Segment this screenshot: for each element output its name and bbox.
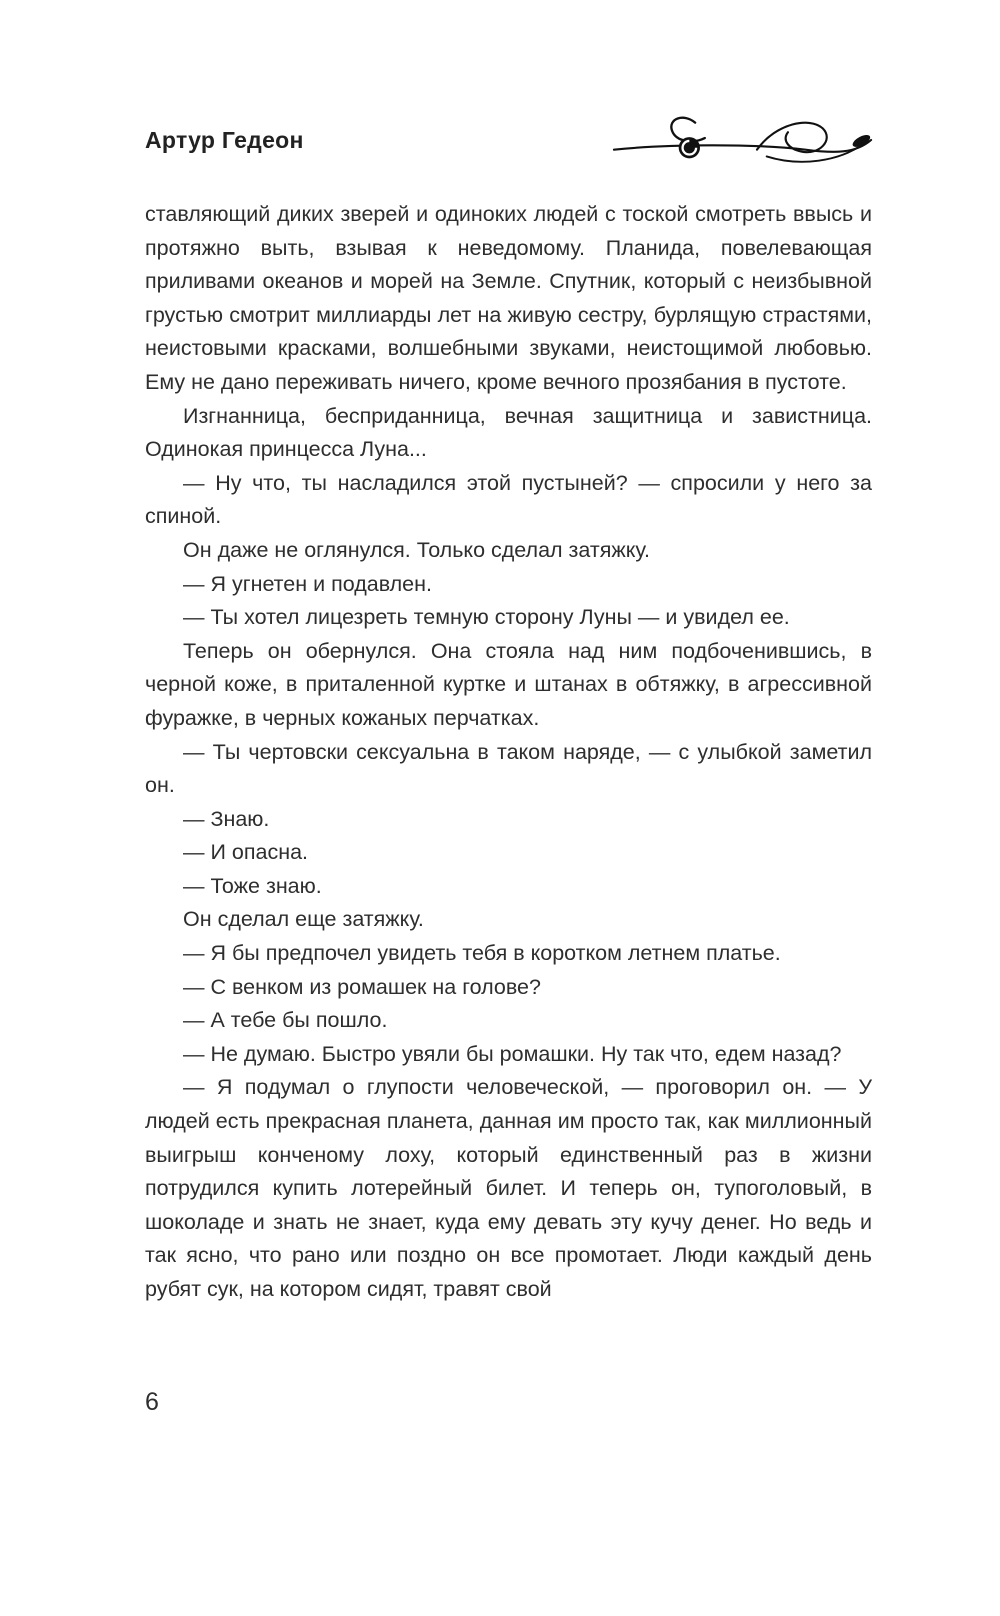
- paragraph: — Я угнетен и подавлен.: [183, 571, 432, 596]
- author-name: Артур Гедеон: [145, 126, 304, 153]
- paragraph: — А тебе бы пошло.: [183, 1008, 388, 1033]
- paragraph: — С венком из ромашек на голове?: [183, 974, 541, 999]
- paragraph: Он даже не оглянулся. Только сделал затяжку.: [183, 537, 650, 562]
- paragraph: — Ну что, ты насладился этой пустыней? — спросили у него за спиной.: [145, 470, 872, 529]
- paragraph: — Тоже знаю.: [183, 873, 322, 898]
- page-footer: [145, 1388, 159, 1417]
- page-number: 6: [145, 1388, 159, 1416]
- page-text: [145, 198, 872, 1307]
- paragraph: Теперь он обернулся. Она стояла над ним подбоченившись, в черной коже, в приталенной куртке и штанах в обтяжку, в агрессивной фуражке, в черных кожаных перчатках.: [145, 638, 872, 730]
- paragraph: — Не думаю. Быстро увяли бы ромашки. Ну так что, едем назад?: [183, 1041, 842, 1066]
- page-header: [145, 110, 875, 170]
- paragraph: — Я бы предпочел увидеть тебя в коротком летнем платье.: [183, 941, 781, 966]
- paragraph: ставляющий диких зверей и одиноких людей с тоской смотреть ввысь и протяжно выть, взывая к неведомому. Планида, повелевающая приливами океанов и морей на Земле. Спутник, который с неизбывной грустью смотрит миллиарды лет на живую сестру, бурлящую страстями, неистовыми красками, волшебными звуками, неистощимой любовью. Ему не дано переживать ничего, кроме вечного прозябания в пустоте.: [145, 202, 872, 394]
- paragraph: Изгнанница, бесприданница, вечная защитница и завистница. Одинокая принцесса Луна...: [145, 403, 872, 462]
- decorative-flourish-icon: [610, 111, 875, 169]
- paragraph: — Знаю.: [183, 806, 270, 831]
- paragraph: — Я подумал о глупости человеческой, — проговорил он. — У людей есть прекрасная планета, данная им просто так, как миллионный выигрыш конченому лоху, который единственный раз в жизни потрудился купить лотерейный билет. И теперь он, тупоголовый, в шоколаде и знать не знает, куда ему девать эту кучу денег. Но ведь и так ясно, что рано или поздно он все промотает. Люди каждый день рубят сук, на котором сидят, травят свой: [145, 1075, 872, 1301]
- paragraph: — И опасна.: [183, 840, 309, 865]
- paragraph: — Ты чертовски сексуальна в таком наряде, — с улыбкой заметил он.: [145, 739, 872, 798]
- paragraph: — Ты хотел лицезреть темную сторону Луны — и увидел ее.: [183, 605, 790, 630]
- paragraph: Он сделал еще затяжку.: [183, 907, 424, 932]
